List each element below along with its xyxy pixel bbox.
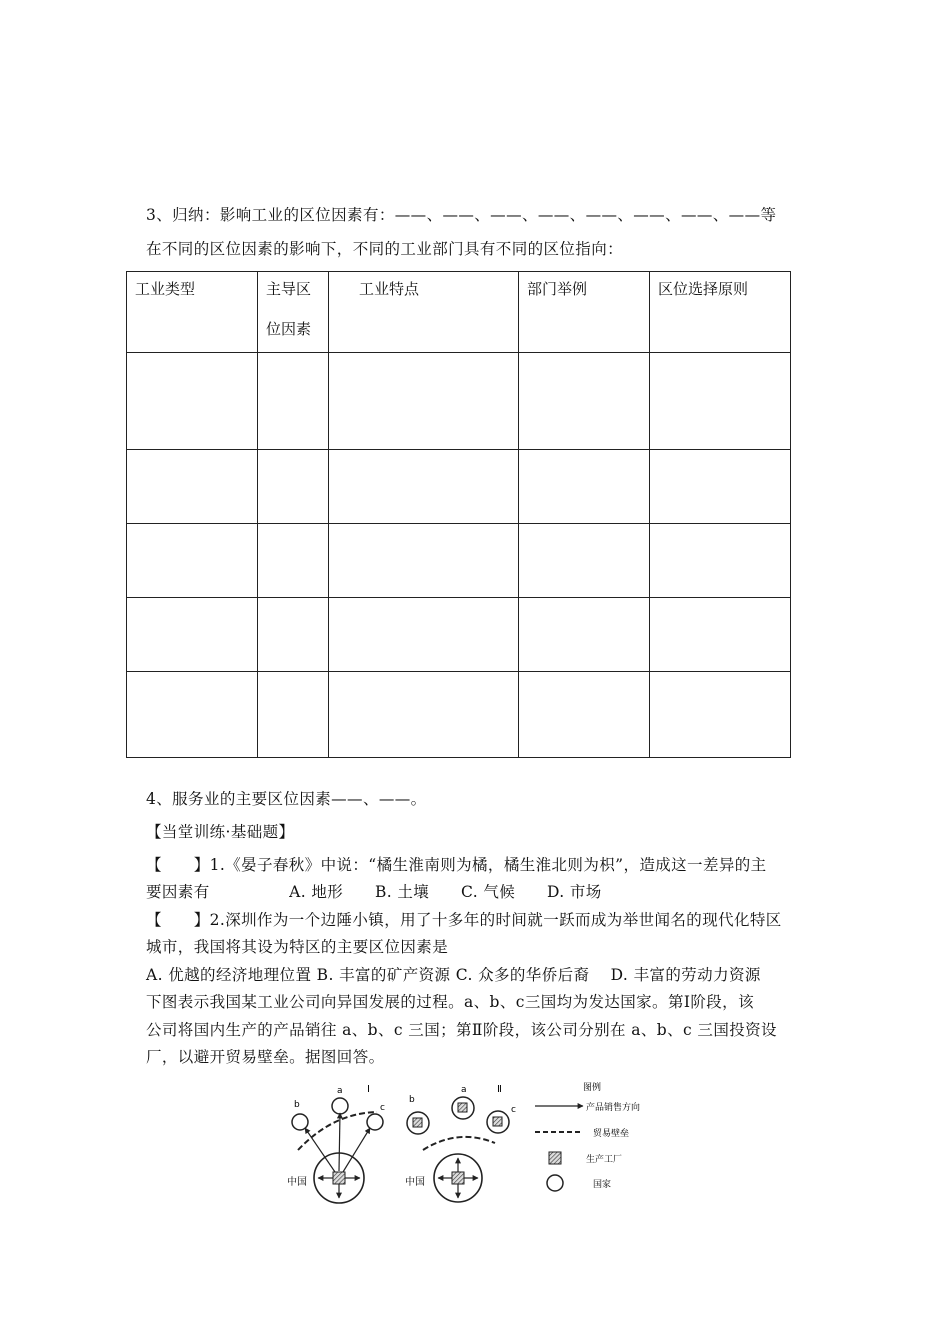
question2-line1: 【 】2.深圳作为一个边陲小镇，用了十多年的时间就一跃而成为举世闻名的现代化特区 [146, 911, 782, 929]
q3-line2: 在不同的区位因素的影响下，不同的工业部门具有不同的区位指向： [146, 240, 624, 258]
table-cell[interactable] [519, 672, 650, 758]
stage2-diagram [405, 1084, 516, 1202]
factory-icon [493, 1117, 502, 1126]
label-b: b [409, 1095, 415, 1105]
legend-country-label: 国家 [593, 1180, 612, 1190]
table-cell[interactable] [127, 450, 258, 524]
factory-icon [458, 1103, 467, 1112]
question1-line2: 要因素有 A. 地形 B. 土壤 C. 气候 D. 市场 [146, 883, 602, 901]
label-a: a [337, 1086, 343, 1096]
legend-factory-label: 生产工厂 [586, 1155, 623, 1165]
table-cell[interactable] [650, 524, 791, 598]
legend-barrier-label: 贸易壁垒 [593, 1129, 630, 1139]
table-cell[interactable] [127, 672, 258, 758]
table-cell[interactable] [650, 598, 791, 672]
stage1-diagram [287, 1084, 385, 1203]
label-a: a [461, 1085, 467, 1095]
table-cell[interactable] [650, 672, 791, 758]
table-row [127, 672, 791, 758]
section-title: 【当堂训练·基础题】 [146, 823, 295, 841]
label-c: c [380, 1103, 385, 1113]
header-dominant-factor [258, 272, 329, 353]
country-b-circle [292, 1114, 308, 1130]
table-cell[interactable] [258, 450, 329, 524]
trade-barrier-line [298, 1112, 377, 1150]
stage2-label: Ⅱ [497, 1084, 502, 1095]
question1-line1: 【 】1.《晏子春秋》中说：“橘生淮南则为橘，橘生淮北则为枳”，造成这一差异的主 [146, 856, 767, 874]
table-row [127, 450, 791, 524]
label-c: c [511, 1105, 516, 1115]
china-factory-icon [333, 1172, 345, 1184]
q4-text: 4、服务业的主要区位因素——、——。 [146, 790, 427, 808]
table-header-row [127, 272, 791, 353]
table-cell[interactable] [329, 353, 519, 450]
country-c-circle [367, 1114, 383, 1130]
table-cell[interactable] [650, 353, 791, 450]
question2-line2: 城市，我国将其设为特区的主要区位因素是 [146, 938, 449, 956]
header-examples: 部门举例 [519, 272, 650, 353]
table-cell[interactable] [258, 598, 329, 672]
intro-line2: 公司将国内生产的产品销往 a、b、c 三国；第Ⅱ阶段，该公司分别在 a、b、c 三国投资设 [146, 1021, 777, 1039]
question2-options: A. 优越的经济地理位置 B. 丰富的矿产资源 C. 众多的华侨后裔 D. 丰富的劳动力资源 [146, 966, 761, 984]
table-cell[interactable] [258, 353, 329, 450]
header-dominant-factor-line1: 主导区 [266, 280, 312, 298]
table-cell[interactable] [127, 353, 258, 450]
header-characteristics: 工业特点 [329, 272, 519, 353]
china-factory-icon [452, 1172, 464, 1184]
label-b: b [294, 1100, 300, 1110]
table-cell[interactable] [329, 524, 519, 598]
table-cell[interactable] [127, 524, 258, 598]
q3-line1: 3、归纳：影响工业的区位因素有：——、——、——、——、——、——、——、——等 [146, 206, 777, 224]
table-cell[interactable] [258, 524, 329, 598]
china-label: 中国 [287, 1177, 307, 1188]
trade-barrier-line [423, 1137, 495, 1150]
intro-line3: 厂，以避开贸易壁垒。据图回答。 [146, 1048, 385, 1066]
table-cell[interactable] [329, 672, 519, 758]
header-principle: 区位选择原则 [650, 272, 791, 353]
country-a-circle [332, 1098, 348, 1114]
legend-arrow-label: 产品销售方向 [586, 1103, 641, 1113]
location-factor-table [126, 271, 791, 758]
header-dominant-factor-line2: 位因素 [266, 320, 312, 338]
table-cell[interactable] [519, 353, 650, 450]
legend-factory-icon [549, 1152, 561, 1164]
table-cell[interactable] [258, 672, 329, 758]
table-cell[interactable] [519, 598, 650, 672]
legend-title: 图例 [583, 1083, 602, 1093]
table-cell[interactable] [650, 450, 791, 524]
table-row [127, 353, 791, 450]
table-cell[interactable] [329, 598, 519, 672]
header-industry-type: 工业类型 [127, 272, 258, 353]
trade-expansion-diagram [283, 1078, 683, 1208]
stage1-label: Ⅰ [367, 1084, 370, 1095]
table-cell[interactable] [127, 598, 258, 672]
table-row [127, 524, 791, 598]
table-cell[interactable] [519, 450, 650, 524]
table-cell[interactable] [329, 450, 519, 524]
diagram-legend [535, 1081, 640, 1191]
intro-line1: 下图表示我国某工业公司向异国发展的过程。a、b、c三国均为发达国家。第Ⅰ阶段，该 [146, 993, 754, 1011]
china-label: 中国 [405, 1177, 425, 1188]
factory-icon [413, 1118, 422, 1127]
legend-country-icon [547, 1175, 563, 1191]
table-cell[interactable] [519, 524, 650, 598]
table-row [127, 598, 791, 672]
